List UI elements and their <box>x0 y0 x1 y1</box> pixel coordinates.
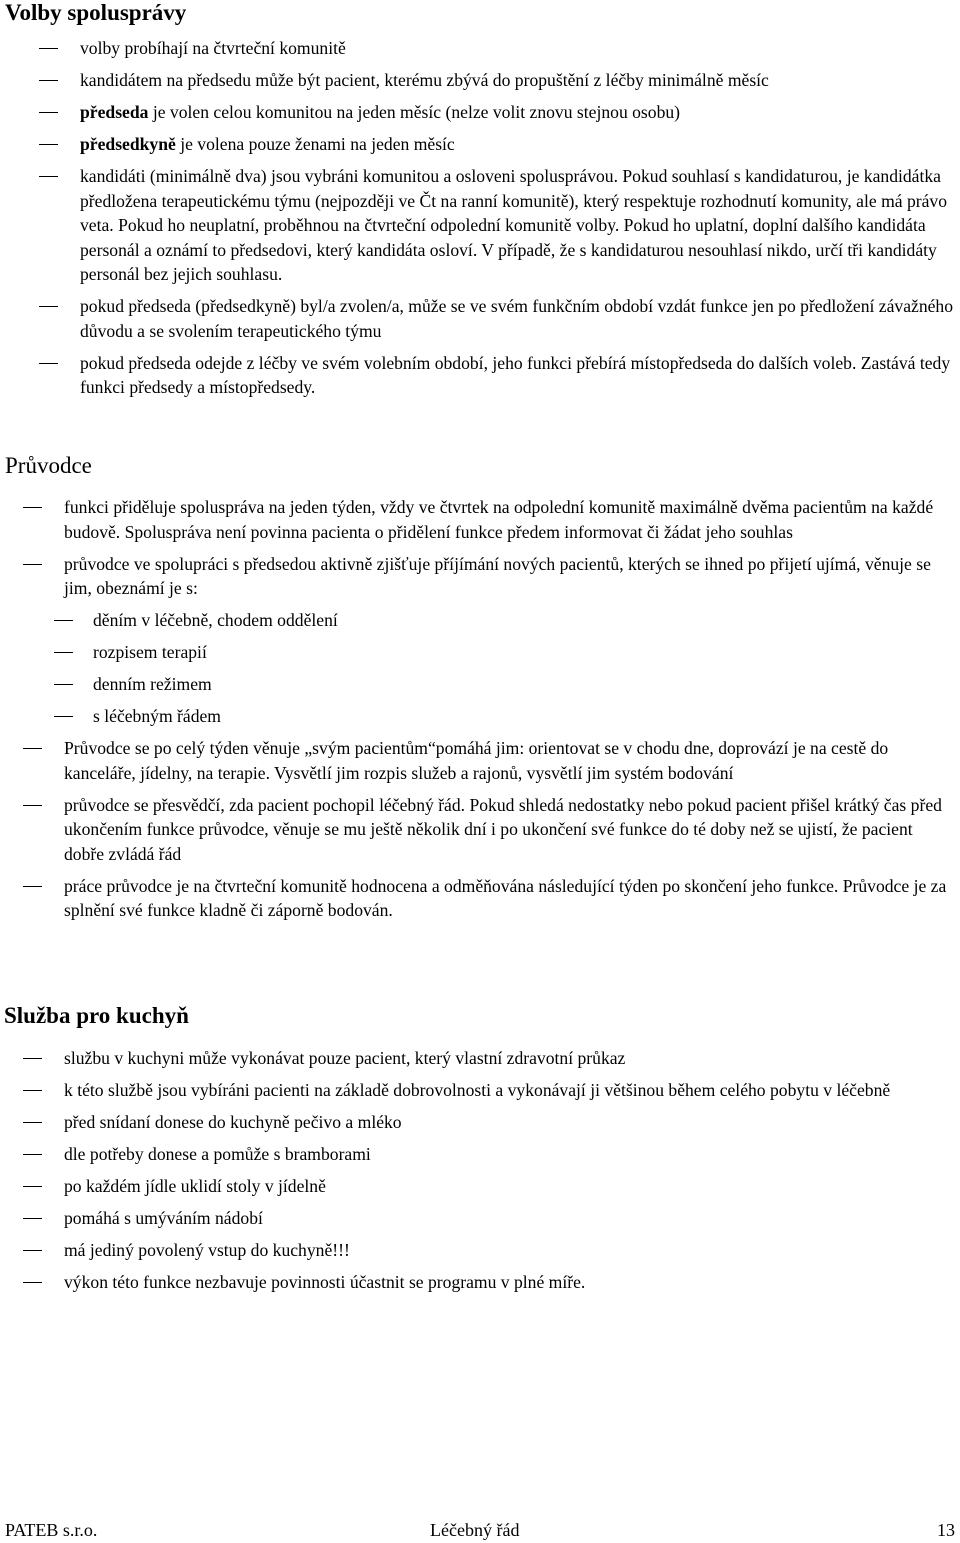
list-item <box>0 1238 960 1263</box>
section-volby <box>0 0 960 407</box>
dash-bullet-icon <box>54 684 73 685</box>
dash-bullet-icon <box>39 112 58 113</box>
list-item <box>0 672 960 697</box>
list-item-text: má jediný povolený vstup do kuchyně!!! <box>64 1240 350 1260</box>
list-item-text: je volena pouze ženami na jeden měsíc <box>175 134 455 154</box>
dash-bullet-icon <box>23 1186 42 1187</box>
list-item <box>0 495 960 544</box>
list-item <box>0 68 960 93</box>
list-item-text: výkon této funkce nezbavuje povinnosti účastnit se programu v plné míře. <box>64 1272 586 1292</box>
dash-bullet-icon <box>23 1154 42 1155</box>
page-footer <box>0 1518 960 1542</box>
list-item <box>0 1174 960 1199</box>
list-item <box>0 351 960 400</box>
list-item <box>0 1078 960 1103</box>
list-item-text: službu v kuchyni může vykonávat pouze pacient, který vlastní zdravotní průkaz <box>64 1048 626 1068</box>
dash-bullet-icon <box>23 1058 42 1059</box>
dash-bullet-icon <box>23 1218 42 1219</box>
section-pruvodce <box>0 454 960 930</box>
dash-bullet-icon <box>54 716 73 717</box>
list-item-text: denním režimem <box>93 674 212 694</box>
list-item-text: pomáhá s umýváním nádobí <box>64 1208 263 1228</box>
bold-term: předseda <box>80 102 149 122</box>
dash-bullet-icon <box>23 507 42 508</box>
dash-bullet-icon <box>39 363 58 364</box>
list-item-text: pokud předseda odejde z léčby ve svém volebním období, jeho funkci přebírá místopředseda do dalších voleb. Zastává tedy funkci předsedy a místopředsedy. <box>80 352 951 397</box>
list-item <box>0 793 960 867</box>
list-item-text: rozpisem terapií <box>93 642 207 662</box>
heading-volby: Volby spolusprávy <box>5 0 187 25</box>
list-item-text: před snídaní donese do kuchyně pečivo a mléko <box>64 1112 402 1132</box>
list-item-text: je volen celou komunitou na jeden měsíc (nelze volit znovu stejnou osobu) <box>148 102 681 122</box>
dash-bullet-icon <box>23 1282 42 1283</box>
dash-bullet-icon <box>23 1090 42 1091</box>
list-item <box>0 1270 960 1295</box>
dash-bullet-icon <box>39 306 58 307</box>
list-item-text: funkci přiděluje spolusprávа na jeden týden, vždy ve čtvrtek na odpolední komunitě maximálně dvěma pacientům na každé budově. Spolusprávа není povinna pacienta o přidělení funkce předem informovat či žádat jeho souhlas <box>64 497 934 542</box>
dash-bullet-icon <box>54 620 73 621</box>
list-item <box>0 36 960 61</box>
list-item-text: s léčebným řádem <box>93 706 221 726</box>
list-item-text: pokud předseda (předsedkyně) byl/a zvolen/a, může se ve svém funkčním období vzdát funkce jen po předložení závažného důvodu a se svolením terapeutického týmu <box>80 296 954 341</box>
list-item <box>0 164 960 287</box>
dash-bullet-icon <box>39 80 58 81</box>
dash-bullet-icon <box>54 652 73 653</box>
list-pruvodce <box>0 495 960 601</box>
heading-kuchyn: Služba pro kuchyň <box>4 1003 189 1028</box>
footer-company: PATEB s.r.o. <box>5 1520 98 1540</box>
list-item <box>0 100 960 125</box>
bold-term: předsedkyně <box>80 134 176 154</box>
dash-bullet-icon <box>23 886 42 887</box>
list-item-text: po každém jídle uklidí stoly v jídelně <box>64 1176 326 1196</box>
list-item <box>0 1046 960 1071</box>
list-item-text: průvodce ve spolupráci s předsedou aktivně zjišťuje příjímání nových pacientů, kterých se ihned po přijetí ujímá, věnuje se jim, obeznámí je s: <box>64 553 931 598</box>
list-item-text: volby probíhají na čtvrteční komunitě <box>80 38 346 58</box>
dash-bullet-icon <box>23 1250 42 1251</box>
list-item <box>0 552 960 601</box>
list-volby <box>0 36 960 400</box>
list-item <box>0 704 960 729</box>
list-item <box>0 1206 960 1231</box>
list-item <box>0 132 960 157</box>
footer-page-number: 13 <box>937 1520 955 1540</box>
list-item-text: Průvodce se po celý týden věnuje „svým pacientům“pomáhá jim: orientovat se v chodu dne, doprovází je na cestě do kanceláře, jídelny, na terapie. Vysvětlí jim rozpis služeb a rajonů, vysvětlí jim systém bodování <box>64 738 889 783</box>
section-kuchyn <box>0 1004 960 1302</box>
dash-bullet-icon <box>39 144 58 145</box>
list-item-text: práce průvodce je na čtvrteční komunitě hodnocena a odměňována následující týden po skončení jeho funkce. Průvodce je za splnění své funkce kladně či záporně bodován. <box>64 875 947 920</box>
list-kuchyn <box>0 1046 960 1295</box>
list-item <box>0 1142 960 1167</box>
dash-bullet-icon <box>23 748 42 749</box>
list-item <box>0 608 960 633</box>
footer-title: Léčebný řád <box>430 1520 520 1540</box>
list-item-text: průvodce se přesvědčí, zda pacient pochopil léčebný řád. Pokud shledá nedostatky nebo pokud pacient přišel krátký čas před ukončením funkce průvodce, věnuje se mu ještě několik dní i po ukončení své funkce do té doby než se ujistí, že pacient dobře zvládá řád <box>64 794 942 864</box>
list-item <box>0 1110 960 1135</box>
list-item-text: kandidáti (minimálně dva) jsou vybráni komunitou a osloveni spolusprávou. Pokud souhlasí s kandidaturou, je kandidátka předložena terapeutickému týmu (nejpozději ve Čt na ranní komunitě), který respektuje rozhodnutí komunity, ale má právo veta. Pokud ho neuplatní, proběhnou na čtvrteční odpolední komunitě volby. Pokud ho uplatní, doplní dalšího kandidáta personál a oznámí to předsedovi, který kandidáta osloví. V případě, že s kandidaturou nesouhlasí nikdo, určí tři kandidáty personál bez jejich souhlasu. <box>80 166 948 284</box>
list-pruvodce-sub <box>0 608 960 729</box>
dash-bullet-icon <box>23 805 42 806</box>
list-item-text: děním v léčebně, chodem oddělení <box>93 610 338 630</box>
list-item-text: dle potřeby donese a pomůže s bramborami <box>64 1144 371 1164</box>
dash-bullet-icon <box>39 176 58 177</box>
list-item <box>0 294 960 343</box>
heading-pruvodce: Průvodce <box>5 453 92 478</box>
dash-bullet-icon <box>23 1122 42 1123</box>
list-item-text: k této službě jsou vybíráni pacienti na základě dobrovolnosti a vykonávají ji většinou během celého pobytu v léčebně <box>64 1080 891 1100</box>
dash-bullet-icon <box>39 48 58 49</box>
dash-bullet-icon <box>23 564 42 565</box>
list-item <box>0 874 960 923</box>
list-item <box>0 640 960 665</box>
list-item <box>0 736 960 785</box>
list-pruvodce-after <box>0 736 960 923</box>
list-item-text: kandidátem na předsedu může být pacient, kterému zbývá do propuštění z léčby minimálně měsíc <box>80 70 769 90</box>
